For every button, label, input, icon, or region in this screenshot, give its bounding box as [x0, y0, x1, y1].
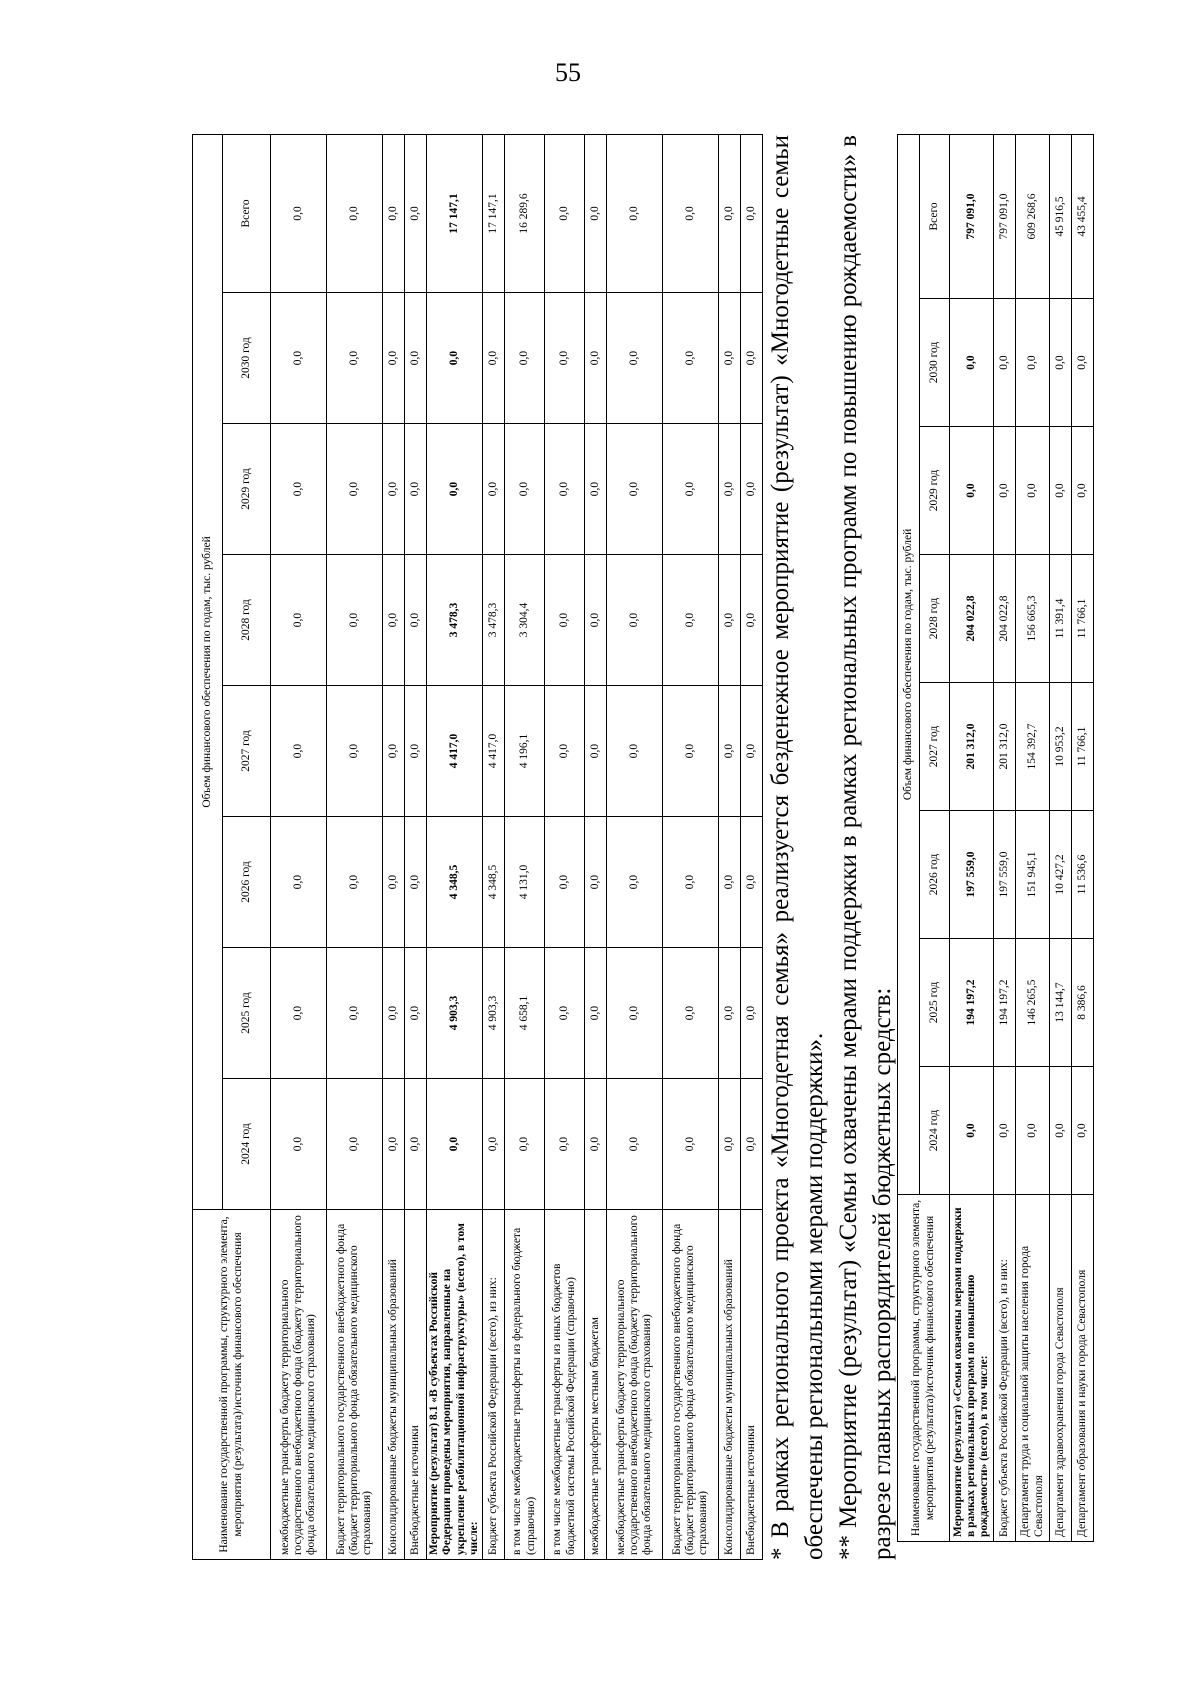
row-label: Департамент труда и социальной защиты населения города Севастополя	[1016, 1195, 1050, 1542]
value-cell: 17 147,1	[483, 134, 505, 292]
value-cell: 0,0	[383, 424, 405, 555]
row-label: Внебюджетные источники	[741, 1210, 763, 1560]
value-cell: 0,0	[545, 555, 585, 686]
value-cell: 156 665,3	[1016, 555, 1050, 683]
year-header: 2027 год	[920, 683, 950, 811]
value-cell: 0,0	[1050, 427, 1072, 555]
table-row	[994, 134, 1016, 1541]
value-cell: 0,0	[585, 424, 607, 555]
value-cell: 4 417,0	[427, 686, 483, 817]
t1-body	[271, 134, 763, 1559]
value-cell: 0,0	[585, 1079, 607, 1210]
value-cell: 4 196,1	[505, 686, 545, 817]
value-cell: 0,0	[405, 424, 427, 555]
value-cell: 0,0	[271, 293, 327, 424]
value-cell: 0,0	[607, 555, 663, 686]
t2-header-volume: Объем финансового обеспечения по годам, тыс. рублей	[898, 134, 920, 1194]
value-cell: 0,0	[663, 424, 719, 555]
value-cell: 0,0	[1050, 299, 1072, 427]
value-cell: 0,0	[994, 427, 1016, 555]
value-cell: 0,0	[663, 555, 719, 686]
value-cell: 0,0	[1072, 299, 1094, 427]
row-label: в том числе межбюджетные трансферты из федерального бюджета (справочно)	[505, 1210, 545, 1560]
table-row	[271, 134, 327, 1559]
value-cell: 0,0	[405, 948, 427, 1079]
row-label: в том числе межбюджетные трансферты из иных бюджетов бюджетной системы Российской Федерации (справочно)	[545, 1210, 585, 1560]
financing-table-2	[897, 134, 1094, 1542]
rotated-content	[192, 135, 1088, 1560]
year-header: 2024 год	[223, 1079, 271, 1210]
value-cell: 0,0	[741, 948, 763, 1079]
value-cell: 11 536,6	[1072, 811, 1094, 939]
table-row	[405, 134, 427, 1559]
value-cell: 0,0	[719, 948, 741, 1079]
value-cell: 201 312,0	[994, 683, 1016, 811]
table-row	[327, 134, 383, 1559]
value-cell: 0,0	[327, 293, 383, 424]
value-cell: 4 348,5	[427, 817, 483, 948]
value-cell: 0,0	[741, 134, 763, 292]
value-cell: 0,0	[719, 555, 741, 686]
value-cell: 0,0	[427, 424, 483, 555]
value-cell: 0,0	[271, 424, 327, 555]
value-cell: 0,0	[1072, 427, 1094, 555]
value-cell: 0,0	[383, 686, 405, 817]
value-cell: 0,0	[545, 293, 585, 424]
value-cell: 0,0	[663, 134, 719, 292]
value-cell: 0,0	[719, 817, 741, 948]
row-label: Консолидированные бюджеты муниципальных образований	[383, 1210, 405, 1560]
value-cell: 0,0	[741, 1079, 763, 1210]
value-cell: 0,0	[994, 299, 1016, 427]
value-cell: 0,0	[1072, 1067, 1094, 1195]
value-cell: 10 427,2	[1050, 811, 1072, 939]
table-row	[950, 134, 994, 1541]
value-cell: 0,0	[505, 424, 545, 555]
financing-table-1	[192, 134, 763, 1560]
value-cell: 0,0	[327, 948, 383, 1079]
value-cell: 0,0	[271, 555, 327, 686]
value-cell: 0,0	[327, 686, 383, 817]
table-row	[383, 134, 405, 1559]
value-cell: 797 091,0	[994, 134, 1016, 298]
value-cell: 194 197,2	[994, 939, 1016, 1067]
value-cell: 0,0	[383, 555, 405, 686]
year-header: 2025 год	[920, 939, 950, 1067]
table-row	[719, 134, 741, 1559]
table-row	[663, 134, 719, 1559]
year-header: Всего	[223, 134, 271, 292]
value-cell: 151 945,1	[1016, 811, 1050, 939]
value-cell: 0,0	[327, 1079, 383, 1210]
value-cell: 0,0	[994, 1067, 1016, 1195]
table-row	[1016, 134, 1050, 1541]
value-cell: 146 265,5	[1016, 939, 1050, 1067]
value-cell: 0,0	[483, 424, 505, 555]
value-cell: 0,0	[483, 293, 505, 424]
value-cell: 0,0	[663, 293, 719, 424]
year-header: 2029 год	[920, 427, 950, 555]
value-cell: 0,0	[405, 134, 427, 292]
value-cell: 10 953,2	[1050, 683, 1072, 811]
value-cell: 17 147,1	[427, 134, 483, 292]
row-label: Мероприятие (результат) 8.1 «В субъектах Российской Федерации проведены мероприятия, направленные на укрепление реабилитационной инфраструктуры» (всего), в том числе:	[427, 1210, 483, 1560]
value-cell: 0,0	[327, 134, 383, 292]
value-cell: 16 289,6	[505, 134, 545, 292]
value-cell: 0,0	[545, 686, 585, 817]
table-row	[607, 134, 663, 1559]
value-cell: 197 559,0	[994, 811, 1016, 939]
value-cell: 4 903,3	[483, 948, 505, 1079]
value-cell: 0,0	[585, 817, 607, 948]
value-cell: 0,0	[719, 134, 741, 292]
row-label: Департамент образования и науки города Севастополя	[1072, 1195, 1094, 1542]
value-cell: 45 916,5	[1050, 134, 1072, 298]
value-cell: 0,0	[405, 555, 427, 686]
value-cell: 3 478,3	[427, 555, 483, 686]
value-cell: 0,0	[383, 1079, 405, 1210]
value-cell: 0,0	[585, 948, 607, 1079]
value-cell: 0,0	[1050, 1067, 1072, 1195]
value-cell: 3 304,4	[505, 555, 545, 686]
value-cell: 0,0	[383, 817, 405, 948]
row-label: межбюджетные трансферты местным бюджетам	[585, 1210, 607, 1560]
row-label: Внебюджетные источники	[405, 1210, 427, 1560]
value-cell: 0,0	[585, 134, 607, 292]
value-cell: 194 197,2	[950, 939, 994, 1067]
value-cell: 0,0	[585, 555, 607, 686]
value-cell: 0,0	[271, 686, 327, 817]
t2-body	[950, 134, 1094, 1541]
value-cell: 0,0	[383, 134, 405, 292]
year-header: 2028 год	[920, 555, 950, 683]
value-cell: 0,0	[427, 1079, 483, 1210]
value-cell: 4 658,1	[505, 948, 545, 1079]
note-2: ** Мероприятие (результат) «Семьи охвачены мерами поддержки в рамках региональных программ по повышению рождаемости» в разрезе главных распорядителей бюджетных средств:	[835, 135, 896, 1560]
value-cell: 0,0	[663, 948, 719, 1079]
table-row	[741, 134, 763, 1559]
value-cell: 11 766,1	[1072, 555, 1094, 683]
t1-header-name: Наименование государственной программы, структурного элемента, мероприятия (результата)/источник финансового обеспечения	[193, 1210, 271, 1560]
value-cell: 0,0	[271, 134, 327, 292]
value-cell: 0,0	[483, 1079, 505, 1210]
year-header: 2028 год	[223, 555, 271, 686]
value-cell: 201 312,0	[950, 683, 994, 811]
year-header: 2024 год	[920, 1067, 950, 1195]
year-header: 2027 год	[223, 686, 271, 817]
table-row	[1050, 134, 1072, 1541]
value-cell: 4 131,0	[505, 817, 545, 948]
value-cell: 0,0	[271, 948, 327, 1079]
t2-header-name: Наименование государственной программы, структурного элемента, мероприятия (результата)/источник финансового обеспечения	[898, 1195, 950, 1542]
value-cell: 0,0	[383, 293, 405, 424]
value-cell: 0,0	[405, 817, 427, 948]
value-cell: 0,0	[405, 1079, 427, 1210]
notes	[764, 135, 900, 1560]
row-label: межбюджетные трансферты бюджету территориального государственного внебюджетного фонда (бюджету территориального фонда обязательного медицинского страхования)	[271, 1210, 327, 1560]
value-cell: 0,0	[427, 293, 483, 424]
value-cell: 197 559,0	[950, 811, 994, 939]
year-header: 2026 год	[920, 811, 950, 939]
value-cell: 0,0	[719, 424, 741, 555]
value-cell: 0,0	[663, 1079, 719, 1210]
row-label: межбюджетные трансферты бюджету территориального государственного внебюджетного фонда (бюджету территориального фонда обязательного медицинского страхования)	[607, 1210, 663, 1560]
value-cell: 0,0	[741, 686, 763, 817]
value-cell: 797 091,0	[950, 134, 994, 298]
value-cell: 0,0	[607, 948, 663, 1079]
value-cell: 0,0	[271, 817, 327, 948]
row-label: Бюджет субъекта Российской Федерации (всего), из них:	[994, 1195, 1016, 1542]
year-header: 2030 год	[920, 299, 950, 427]
value-cell: 609 268,6	[1016, 134, 1050, 298]
value-cell: 0,0	[663, 817, 719, 948]
value-cell: 0,0	[327, 555, 383, 686]
note-1: * В рамках регионального проекта «Многодетная семья» реализуется безденежное мероприятие (результат) «Многодетные семьи обеспечены региональными мерами поддержки».	[767, 135, 828, 1560]
value-cell: 0,0	[585, 293, 607, 424]
value-cell: 0,0	[607, 686, 663, 817]
row-label: Консолидированные бюджеты муниципальных образований	[719, 1210, 741, 1560]
value-cell: 0,0	[327, 817, 383, 948]
value-cell: 0,0	[545, 134, 585, 292]
value-cell: 0,0	[607, 134, 663, 292]
value-cell: 0,0	[741, 424, 763, 555]
t1-header-volume: Объем финансового обеспечения по годам, тыс. рублей	[193, 134, 223, 1209]
value-cell: 3 478,3	[483, 555, 505, 686]
value-cell: 0,0	[607, 424, 663, 555]
value-cell: 0,0	[950, 299, 994, 427]
value-cell: 0,0	[545, 817, 585, 948]
row-label: Бюджет территориального государственного внебюджетного фонда (бюджет территориального фонда обязательного медицинского страхования)	[327, 1210, 383, 1560]
value-cell: 13 144,7	[1050, 939, 1072, 1067]
value-cell: 0,0	[405, 686, 427, 817]
value-cell: 0,0	[741, 555, 763, 686]
value-cell: 0,0	[505, 293, 545, 424]
value-cell: 0,0	[383, 948, 405, 1079]
value-cell: 204 022,8	[994, 555, 1016, 683]
year-header: 2026 год	[223, 817, 271, 948]
value-cell: 11 766,1	[1072, 683, 1094, 811]
value-cell: 0,0	[1016, 299, 1050, 427]
value-cell: 154 392,7	[1016, 683, 1050, 811]
value-cell: 11 391,4	[1050, 555, 1072, 683]
value-cell: 204 022,8	[950, 555, 994, 683]
value-cell: 0,0	[607, 1079, 663, 1210]
value-cell: 0,0	[585, 686, 607, 817]
value-cell: 0,0	[950, 427, 994, 555]
year-header: Всего	[920, 134, 950, 298]
value-cell: 0,0	[719, 1079, 741, 1210]
row-label: Мероприятие (результат) «Семьи охвачены мерами поддержки в рамках региональных программ по повышению рождаемости» (всего), в том числе:	[950, 1195, 994, 1542]
value-cell: 0,0	[741, 293, 763, 424]
value-cell: 0,0	[719, 293, 741, 424]
row-label: Бюджет территориального государственного внебюджетного фонда (бюджет территориального фонда обязательного медицинского страхования)	[663, 1210, 719, 1560]
value-cell: 0,0	[405, 293, 427, 424]
value-cell: 0,0	[1016, 1067, 1050, 1195]
value-cell: 0,0	[719, 686, 741, 817]
value-cell: 0,0	[663, 686, 719, 817]
value-cell: 0,0	[545, 1079, 585, 1210]
value-cell: 0,0	[505, 1079, 545, 1210]
row-label: Бюджет субъекта Российской Федерации (всего), из них:	[483, 1210, 505, 1560]
year-header: 2029 год	[223, 424, 271, 555]
table-row	[545, 134, 585, 1559]
row-label: Департамент здравоохранения города Севастополя	[1050, 1195, 1072, 1542]
value-cell: 4 903,3	[427, 948, 483, 1079]
table-row	[505, 134, 545, 1559]
value-cell: 0,0	[1016, 427, 1050, 555]
value-cell: 0,0	[271, 1079, 327, 1210]
value-cell: 4 348,5	[483, 817, 505, 948]
table-row	[483, 134, 505, 1559]
year-header: 2030 год	[223, 293, 271, 424]
value-cell: 43 455,4	[1072, 134, 1094, 298]
value-cell: 4 417,0	[483, 686, 505, 817]
value-cell: 0,0	[327, 424, 383, 555]
value-cell: 0,0	[607, 293, 663, 424]
value-cell: 0,0	[545, 948, 585, 1079]
table-row	[427, 134, 483, 1559]
table-row	[1072, 134, 1094, 1541]
value-cell: 0,0	[607, 817, 663, 948]
page-number: 55	[555, 58, 581, 87]
value-cell: 0,0	[545, 424, 585, 555]
value-cell: 8 386,6	[1072, 939, 1094, 1067]
value-cell: 0,0	[741, 817, 763, 948]
year-header: 2025 год	[223, 948, 271, 1079]
table-row	[585, 134, 607, 1559]
value-cell: 0,0	[950, 1067, 994, 1195]
